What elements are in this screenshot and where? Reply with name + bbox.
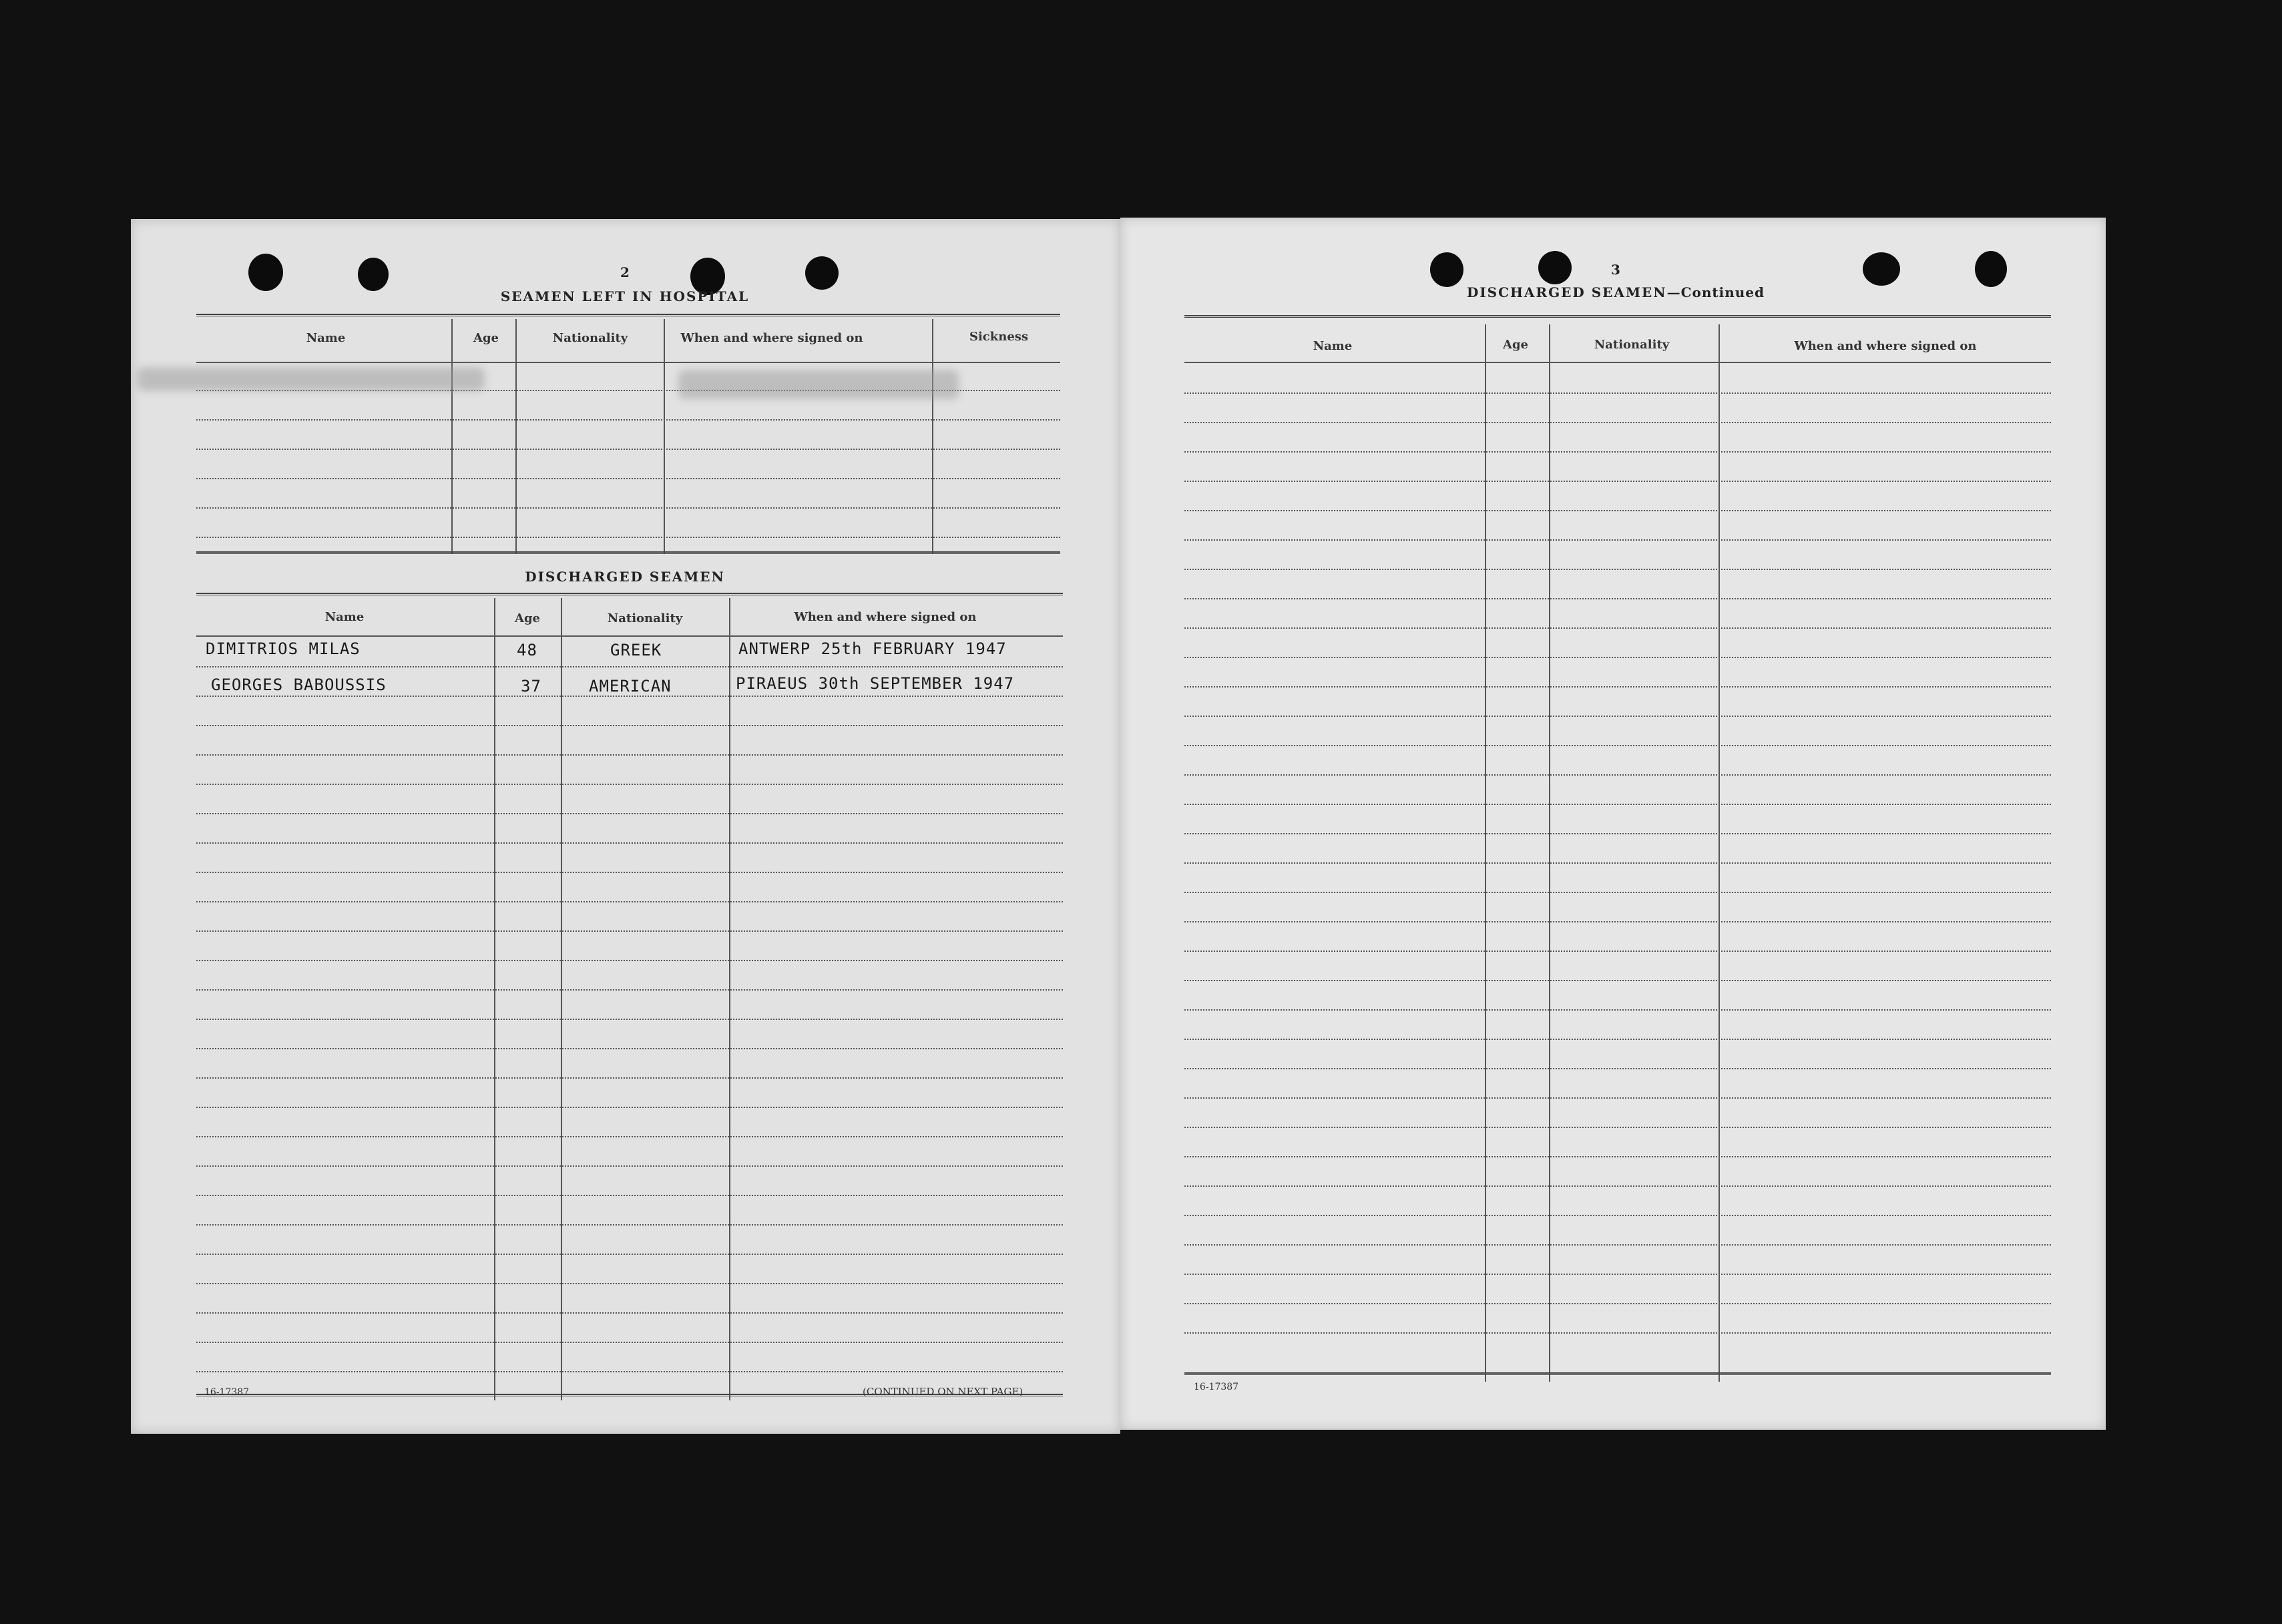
- row-rule: [196, 1165, 1063, 1167]
- header-rule: [196, 635, 1063, 637]
- row-rule: [1184, 510, 2051, 511]
- row-rule: [196, 537, 1060, 538]
- section-title-text: DISCHARGED SEAMEN: [1466, 284, 1667, 300]
- column-divider: [515, 319, 517, 554]
- table-cell-name: DIMITRIOS MILAS: [206, 639, 361, 658]
- ink-smudge: [138, 367, 485, 391]
- row-rule: [1184, 951, 2051, 952]
- punch-hole: [1863, 252, 1900, 286]
- row-rule: [1184, 657, 2051, 658]
- column-divider: [1485, 324, 1486, 1382]
- row-rule: [1184, 774, 2051, 776]
- row-rule: [196, 1107, 1063, 1108]
- continued-note: (CONTINUED ON NEXT PAGE): [863, 1386, 1023, 1398]
- column-header-age: Age: [514, 611, 541, 625]
- row-rule: [196, 1019, 1063, 1020]
- punch-hole: [248, 254, 283, 291]
- column-header-signed-on: When and where signed on: [1794, 339, 1977, 353]
- row-rule: [1184, 481, 2051, 482]
- table-cell-name: GEORGES BABOUSSIS: [211, 675, 387, 694]
- row-rule: [196, 1342, 1063, 1343]
- row-rule: [1184, 539, 2051, 541]
- row-rule: [196, 842, 1063, 844]
- row-rule: [1184, 1185, 2051, 1187]
- column-header-signed-on: When and where signed on: [680, 331, 863, 345]
- table-top-rule: [1184, 315, 2051, 318]
- row-rule: [1184, 1009, 2051, 1011]
- table-top-rule: [196, 593, 1063, 595]
- row-rule: [1184, 1215, 2051, 1216]
- discharged-continued-table: [1184, 315, 2051, 1382]
- section-title-discharged-continued: [1467, 284, 1765, 300]
- column-divider: [494, 598, 495, 1400]
- row-rule: [196, 1283, 1063, 1284]
- form-number: 16-17387: [1194, 1382, 1239, 1392]
- column-header-age: Age: [473, 331, 499, 345]
- row-rule: [196, 507, 1060, 509]
- column-header-sickness: Sickness: [969, 330, 1029, 344]
- row-rule: [1184, 686, 2051, 688]
- row-rule: [196, 1224, 1063, 1226]
- row-rule: [1184, 1127, 2051, 1128]
- row-rule: [196, 666, 1063, 667]
- row-rule: [196, 813, 1063, 814]
- column-divider: [451, 319, 453, 554]
- table-cell-nationality: GREEK: [610, 641, 662, 659]
- row-rule: [196, 1371, 1063, 1372]
- row-rule: [1184, 569, 2051, 570]
- row-rule: [1184, 451, 2051, 453]
- column-divider: [664, 319, 665, 554]
- column-header-name: Name: [1313, 339, 1353, 353]
- column-divider: [932, 319, 933, 554]
- column-divider: [1549, 324, 1550, 1382]
- row-rule: [1184, 980, 2051, 981]
- row-rule: [1184, 716, 2051, 717]
- row-rule: [1184, 598, 2051, 599]
- column-divider: [1719, 324, 1720, 1382]
- form-number: 16-17387: [204, 1387, 250, 1398]
- row-rule: [1184, 1156, 2051, 1157]
- left-page: [131, 219, 1120, 1434]
- table-cell-age: 37: [521, 677, 541, 696]
- section-title-suffix: —Continued: [1666, 284, 1765, 300]
- row-rule: [1184, 862, 2051, 864]
- row-rule: [1184, 833, 2051, 834]
- row-rule: [1184, 1332, 2051, 1334]
- header-rule: [1184, 362, 2051, 363]
- punch-hole: [1430, 252, 1463, 287]
- row-rule: [196, 1048, 1063, 1049]
- row-rule: [1184, 422, 2051, 423]
- row-rule: [1184, 1039, 2051, 1040]
- table-top-rule: [196, 314, 1060, 316]
- column-header-nationality: Nationality: [552, 331, 628, 345]
- row-rule: [196, 872, 1063, 873]
- row-rule: [196, 478, 1060, 479]
- section-title-hospital: SEAMEN LEFT IN HOSPITAL: [500, 288, 750, 304]
- row-rule: [196, 784, 1063, 785]
- table-bottom-rule: [1184, 1372, 2051, 1375]
- column-header-signed-on: When and where signed on: [794, 610, 977, 624]
- row-rule: [1184, 892, 2051, 893]
- row-rule: [1184, 921, 2051, 922]
- column-header-age: Age: [1502, 338, 1529, 352]
- row-rule: [196, 1077, 1063, 1079]
- discharged-table: [196, 593, 1063, 1400]
- right-page: [1120, 218, 2106, 1430]
- row-rule: [196, 696, 1063, 697]
- row-rule: [1184, 1244, 2051, 1246]
- row-rule: [1184, 804, 2051, 805]
- table-cell-nationality: AMERICAN: [589, 677, 672, 696]
- row-rule: [196, 1312, 1063, 1314]
- row-rule: [1184, 745, 2051, 746]
- row-rule: [196, 725, 1063, 726]
- page-number: 2: [620, 264, 630, 280]
- row-rule: [1184, 1303, 2051, 1304]
- table-cell-age: 48: [517, 641, 537, 659]
- column-header-name: Name: [306, 331, 346, 345]
- header-rule: [196, 362, 1060, 363]
- column-header-name: Name: [324, 610, 365, 624]
- row-rule: [1184, 392, 2051, 394]
- table-cell-signed-on: ANTWERP 25th FEBRUARY 1947: [738, 639, 1007, 658]
- column-divider: [729, 598, 730, 1400]
- row-rule: [196, 1195, 1063, 1196]
- row-rule: [196, 989, 1063, 991]
- row-rule: [1184, 1274, 2051, 1275]
- column-header-nationality: Nationality: [1594, 338, 1670, 352]
- row-rule: [1184, 1097, 2051, 1099]
- column-header-nationality: Nationality: [607, 611, 683, 625]
- row-rule: [1184, 1068, 2051, 1069]
- row-rule: [196, 901, 1063, 902]
- punch-hole: [1538, 251, 1572, 284]
- row-rule: [196, 960, 1063, 961]
- punch-hole: [805, 256, 839, 290]
- row-rule: [196, 419, 1060, 421]
- row-rule: [1184, 627, 2051, 629]
- row-rule: [196, 754, 1063, 756]
- page-number: 3: [1611, 262, 1620, 278]
- row-rule: [196, 1136, 1063, 1137]
- punch-hole: [1975, 251, 2007, 287]
- row-rule: [196, 930, 1063, 932]
- hospital-table: [196, 314, 1060, 554]
- table-bottom-rule: [196, 551, 1060, 554]
- ink-smudge: [678, 370, 959, 399]
- punch-hole: [358, 258, 389, 291]
- column-divider: [561, 598, 562, 1400]
- table-cell-signed-on: PIRAEUS 30th SEPTEMBER 1947: [736, 674, 1015, 693]
- row-rule: [196, 1254, 1063, 1255]
- section-title-discharged: DISCHARGED SEAMEN: [525, 569, 725, 585]
- row-rule: [196, 449, 1060, 450]
